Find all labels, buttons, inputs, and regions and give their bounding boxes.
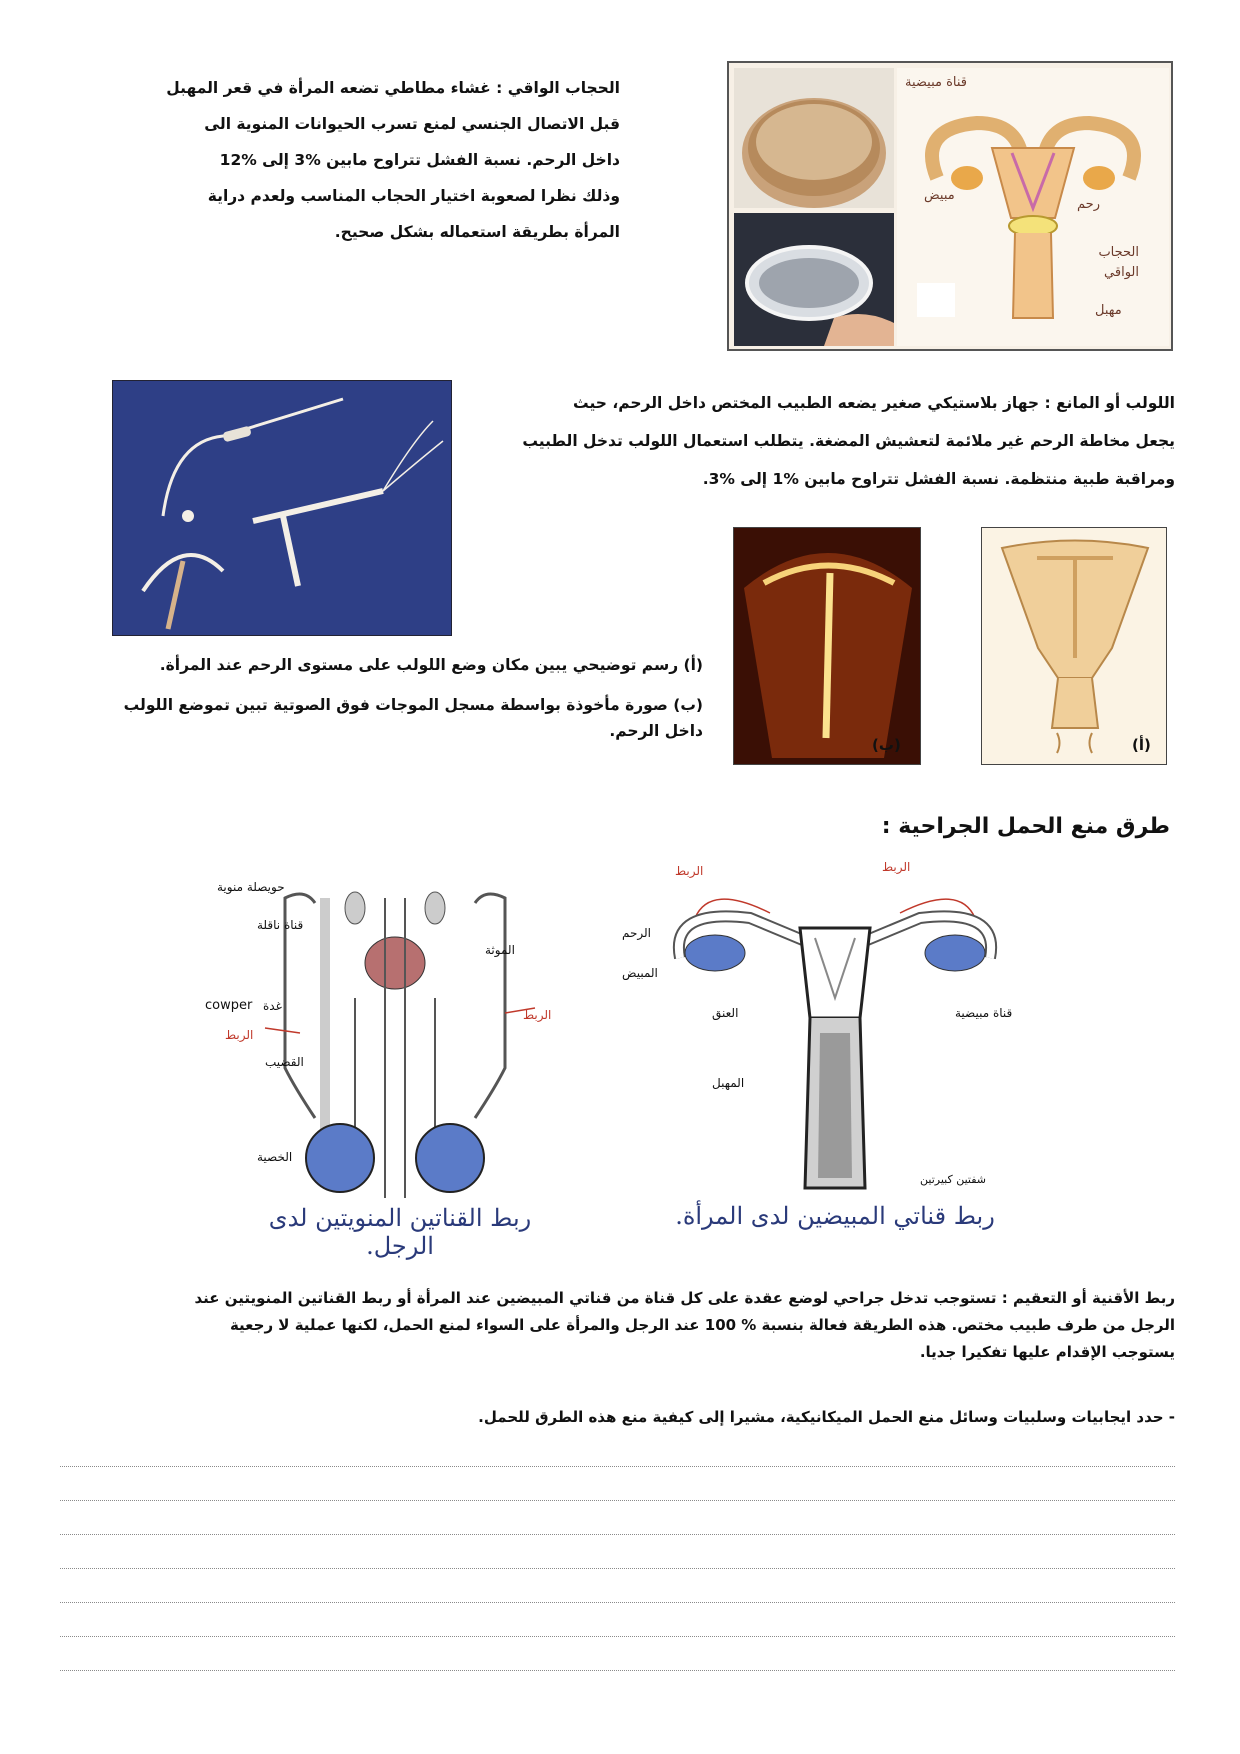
- female-caption: ربط قناتي المبيضين لدى المرأة.: [675, 1202, 995, 1230]
- male-label-vesicle: حويصلة منوية: [217, 880, 285, 894]
- female-label-ligation-right: الربط: [882, 860, 911, 874]
- female-label-bottom: شفتين كبيرتين: [920, 1173, 986, 1186]
- diaphragm-line-5: المرأة بطريقة استعماله بشكل صحيح.: [334, 223, 620, 241]
- male-label-cowper-gland: غدة: [263, 999, 282, 1013]
- male-label-ligation-right: الربط: [523, 1008, 552, 1022]
- fig-a-label: (أ): [1132, 736, 1151, 754]
- diaphragm-photo-top: [734, 68, 894, 208]
- uterus-iud-drawing: [982, 528, 1168, 766]
- male-label-prostate: الموثة: [485, 943, 515, 957]
- diaphragm-hand-image: [734, 213, 894, 346]
- diaphragm-line-2: قبل الاتصال الجنسي لمنع تسرب الحيوانات المنوية الى: [204, 115, 620, 133]
- female-ligation-figure: [620, 858, 1040, 1238]
- iud-ultrasound: [733, 527, 921, 765]
- male-label-penis: القضيب: [265, 1055, 304, 1069]
- male-label-vas: قناة ناقلة: [257, 918, 304, 932]
- label-diaphragm: الحجاب الواقي: [1098, 245, 1139, 280]
- answer-line[interactable]: [60, 1534, 1175, 1535]
- iud-line-2: يجعل مخاطة الرحم غير ملائمة لتعشيش المضغة. يتطلب استعمال اللولب تدخل الطبيب: [522, 432, 1175, 450]
- label-vagina: مهبل: [1095, 303, 1122, 318]
- male-label-ligation-left: الربط: [225, 1028, 254, 1042]
- female-label-uterus: الرحم: [622, 926, 652, 940]
- surgical-line-3: يستوجب الإقدام عليها تفكيرا جديا.: [919, 1343, 1175, 1361]
- answer-line[interactable]: [60, 1466, 1175, 1467]
- iud-photo: [112, 380, 452, 636]
- question: - حدد ايجابيات وسلبيات وسائل منع الحمل الميكانيكية، مشيرا إلى كيفية منع هذه الطرق للحمل.: [478, 1408, 1175, 1426]
- surgical-line-1: ربط الأقنية أو التعقيم : تستوجب تدخل جراحي لوضع عقدة على كل قناة من قناتي المبيضين عند المرأة أو ربط القناتين المنويتين عند: [194, 1289, 1175, 1307]
- diaphragm-text: [150, 70, 620, 250]
- female-label-ovary: المبيض: [622, 966, 658, 980]
- answer-line[interactable]: [60, 1670, 1175, 1671]
- answer-line[interactable]: [60, 1636, 1175, 1637]
- diaphragm-photo-bottom: [734, 213, 894, 346]
- label-ovary: مبيض: [924, 188, 955, 203]
- diaphragm-line-3: داخل الرحم. نسبة الفشل تتراوح مابين %3 إلى %12: [219, 151, 620, 169]
- male-caption: ربط القناتين المنويتين لدى الرجل.: [268, 1204, 532, 1260]
- caption-a: (أ) رسم توضيحي يبين مكان وضع اللولب على مستوى الرحم عند المرأة.: [159, 656, 703, 674]
- male-label-testis: الخصية: [257, 1150, 293, 1164]
- uterus-diaphragm-drawing: [897, 68, 1169, 346]
- label-tube: قناة مبيضية: [905, 75, 968, 90]
- iud-line-3: ومراقبة طبية منتظمة. نسبة الفشل تتراوح مابين %1 إلى %3.: [702, 470, 1175, 488]
- male-label-cowper: cowper: [205, 998, 253, 1013]
- male-ligation-figure: [205, 868, 565, 1238]
- diaphragm-line-4: وذلك نظرا لصعوبة اختيار الحجاب المناسب ولعدم دراية: [207, 187, 620, 205]
- iud-devices-image: [113, 381, 453, 637]
- iud-captions: [118, 652, 703, 744]
- female-label-ligation-left: الربط: [675, 864, 704, 878]
- iud-drawing: [981, 527, 1167, 765]
- diaphragm-dome-image: [734, 68, 894, 208]
- female-label-tube: قناة مبيضية: [955, 1006, 1013, 1020]
- female-label-cervix: العنق: [712, 1006, 739, 1020]
- fig-b-label: (ب): [872, 736, 901, 754]
- diaphragm-line-1: الحجاب الواقي : غشاء مطاطي تضعه المرأة في قعر المهبل: [166, 79, 620, 97]
- ultrasound-image: [734, 528, 922, 766]
- surgical-line-2: الرجل من طرف طبيب مختص. هذه الطريقة فعالة بنسبة % 100 عند الرجل والمرأة على السواء لمنع الحمل، لكنها عملية لا رجعية: [229, 1316, 1175, 1334]
- answer-line[interactable]: [60, 1602, 1175, 1603]
- label-uterus: رحم: [1077, 197, 1100, 212]
- surgical-paragraph: [90, 1285, 1175, 1366]
- iud-text: [470, 384, 1175, 498]
- answer-line[interactable]: [60, 1500, 1175, 1501]
- female-label-vagina: المهبل: [712, 1076, 745, 1090]
- surgical-heading: طرق منع الحمل الجراحية :: [881, 814, 1170, 839]
- answer-line[interactable]: [60, 1568, 1175, 1569]
- caption-b: (ب) صورة مأخوذة بواسطة مسجل الموجات فوق الصوتية تبين تموضع اللولب داخل الرحم.: [123, 696, 703, 740]
- iud-line-1: اللولب أو المانع : جهاز بلاستيكي صغير يضعه الطبيب المختص داخل الرحم، حيث: [573, 394, 1175, 412]
- diaphragm-figure: [727, 61, 1173, 351]
